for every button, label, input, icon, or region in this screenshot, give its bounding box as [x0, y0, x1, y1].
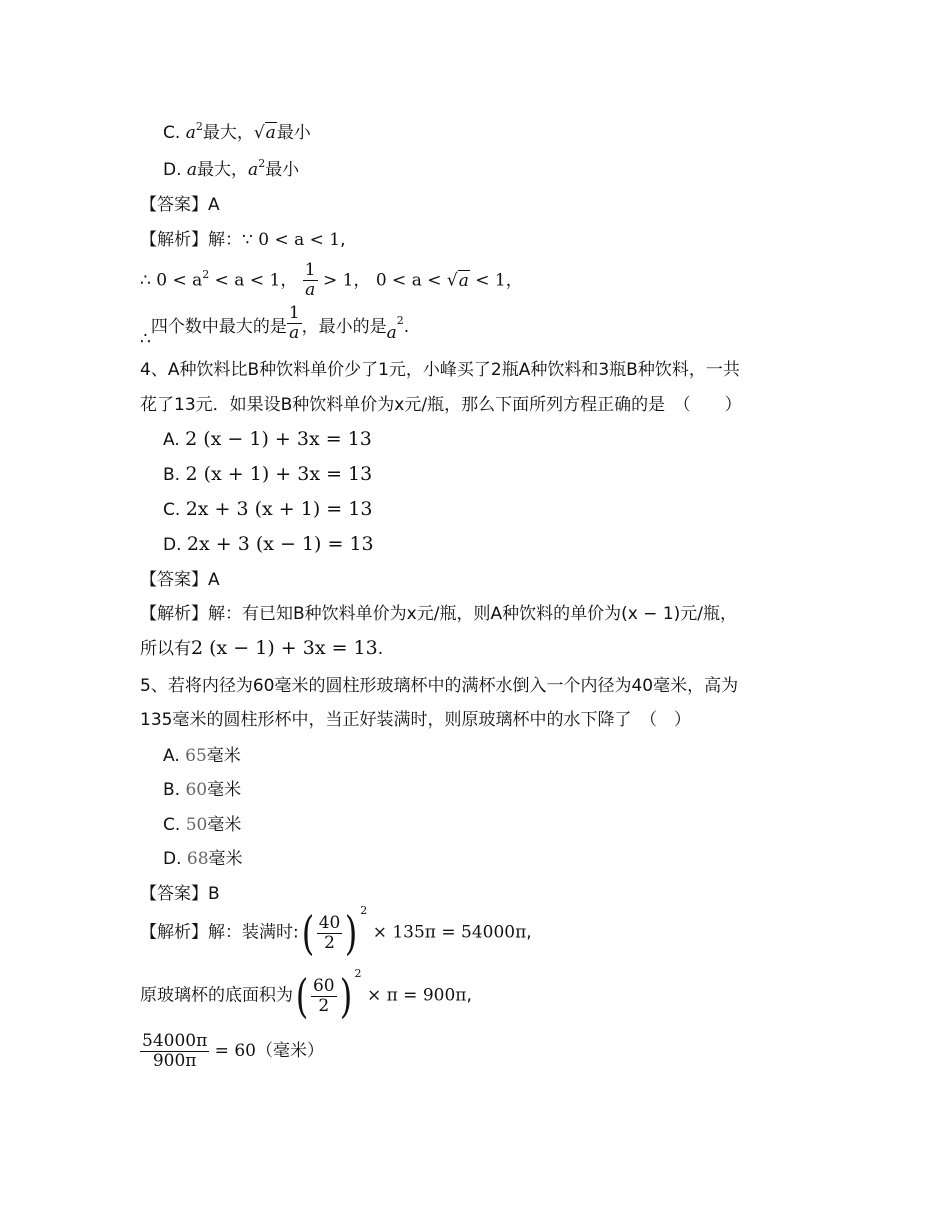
q3-answer: 【答案】A	[140, 195, 220, 215]
fraction-40-over-2: $\frac{40}{2}$	[318, 912, 341, 953]
q5-analysis-line3: $\frac{54000\pi}{900\pi}$ = 60（毫米）	[142, 1031, 324, 1071]
q5-stem-line1: 5、若将内径为60毫米的圆柱形玻璃杯中的满杯水倒入一个内径为40毫米，高为	[140, 676, 739, 696]
q4-analysis-line2: 所以有2 (x − 1) + 3x = 13.	[140, 637, 384, 659]
q3-option-d: D. a最大，$a^2$最小	[163, 157, 300, 180]
q4-answer: 【答案】A	[140, 570, 220, 590]
fraction-1-over-a: $\frac{1}{a}$	[304, 260, 316, 300]
q3-analysis-line1: 【解析】解：∵ 0 < a < 1,	[140, 230, 346, 250]
q4-option-a: A. 2 (x − 1) + 3x = 13	[163, 428, 372, 450]
q5-analysis-line1: 【解析】解：装满时:( $\frac{40}{2}$ ) $^2$ × 135π = 54000π,	[140, 904, 532, 960]
q5-option-a: A. 65毫米	[163, 746, 241, 766]
q5-option-d: D. 68毫米	[163, 849, 243, 869]
fraction-54000pi-over-900pi: $\frac{54000\pi}{900\pi}$	[142, 1031, 208, 1071]
math-a: a	[185, 123, 196, 143]
q3-analysis-line2: ∴ $0 < a^2 < a < 1$， $\frac{1}{a}$ > 1， 0 < a < √a < 1，	[140, 260, 523, 300]
q4-stem-line1: 4、A种饮料比B种饮料单价少了1元，小峰买了2瓶A种饮料和3瓶B种饮料，一共	[140, 360, 740, 380]
q4-option-c: C. 2x + 3 (x + 1) = 13	[163, 498, 373, 520]
q3-option-c: C. $a^2$最大，√a最小	[163, 120, 311, 143]
fraction-60-over-2: $\frac{60}{2}$	[312, 975, 335, 1016]
q5-stem-line2: 135毫米的圆柱形杯中，当正好装满时，则原玻璃杯中的水下降了 （ ）	[140, 710, 691, 730]
q4-option-b: B. 2 (x + 1) + 3x = 13	[163, 463, 373, 485]
q4-option-d: D. 2x + 3 (x − 1) = 13	[163, 533, 374, 555]
q4-stem-line2: 花了13元．如果设B种饮料单价为x元/瓶，那么下面所列方程正确的是 （ ）	[140, 395, 742, 415]
q5-answer: 【答案】B	[140, 884, 220, 904]
q5-analysis-line2: 原玻璃杯的底面积为( $\frac{60}{2}$ ) $^2$ × π = 900π,	[140, 967, 472, 1023]
q5-option-b: B. 60毫米	[163, 780, 242, 800]
q3-analysis-line3: ∴四个数中最大的是 $\frac{1}{a}$ ，最小的是$a^2$.	[140, 303, 410, 349]
q4-analysis-line1: 【解析】解：有已知B种饮料单价为x元/瓶，则A种饮料的单价为(x − 1)元/瓶，	[140, 604, 737, 624]
sqrt-a: √a	[253, 123, 276, 143]
q5-option-c: C. 50毫米	[163, 815, 242, 835]
